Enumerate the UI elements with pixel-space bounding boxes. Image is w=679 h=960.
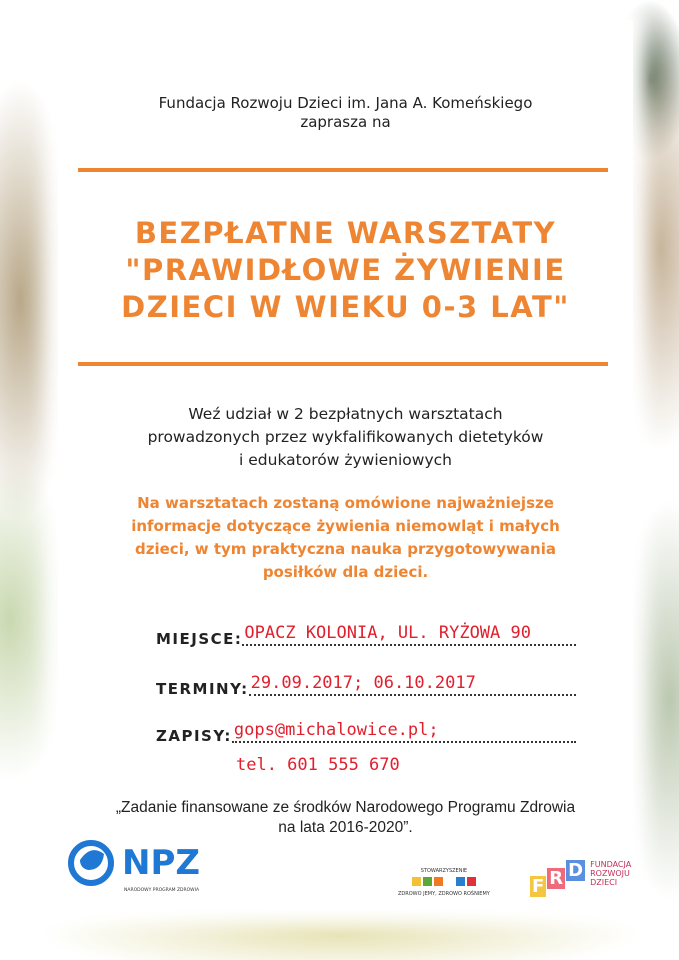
- info-line: dzieci, w tym praktyczna nauka przygotowywania: [135, 540, 556, 558]
- npz-logo: [66, 838, 200, 894]
- divider-bottom: [78, 362, 608, 366]
- place-label: MIEJSCE:: [156, 630, 243, 648]
- divider-top: [78, 168, 608, 172]
- frd-name-line: ROZWOJU: [590, 869, 630, 878]
- signup-label: ZAPISY:: [156, 727, 232, 745]
- dates-row: [156, 672, 576, 699]
- frd-letter: F: [532, 876, 545, 897]
- funding-note: [58, 798, 633, 838]
- npz-subtitle: NARODOWY PROGRAM ZDROWIA: [124, 888, 200, 893]
- signup-email: gops@michalowice.pl;: [232, 719, 576, 743]
- organizer-header: [58, 94, 633, 132]
- frd-name-line: DZIECI: [590, 878, 618, 887]
- frd-letter: D: [568, 860, 584, 881]
- signup-row: [156, 719, 576, 746]
- szz-squares-icon: [398, 874, 490, 891]
- frd-letter: R: [549, 868, 564, 889]
- place-value: OPACZ KOLONIA, UL. RYŻOWA 90: [242, 622, 576, 646]
- intro-line: prowadzonych przez wykfalifikowanych dietetyków: [147, 428, 544, 446]
- info-line: posiłków dla dzieci.: [262, 563, 429, 581]
- dates-value: 29.09.2017; 06.10.2017: [249, 672, 576, 696]
- intro-line: i edukatorów żywieniowych: [239, 451, 452, 469]
- frd-name-line: FUNDACJA: [590, 860, 632, 869]
- szz-top: STOWARZYSZENIE: [420, 868, 468, 874]
- funding-line: na lata 2016-2020”.: [278, 819, 413, 836]
- poster: [58, 20, 633, 910]
- organizer-name: Fundacja Rozwoju Dzieci im. Jana A. Komeńskiego: [158, 94, 533, 112]
- signup-phone: tel. 601 555 670: [236, 755, 400, 775]
- info-line: informacje dotyczące żywienia niemowląt i małych: [131, 517, 560, 535]
- dates-label: TERMINY:: [156, 680, 249, 698]
- funding-line: „Zadanie finansowane ze środków Narodowego Programu Zdrowia: [115, 799, 576, 816]
- frd-name: [590, 860, 631, 887]
- title-line: "PRAWIDŁOWE ŻYWIENIE: [125, 253, 566, 287]
- intro-line: Weź udział w 2 bezpłatnych warsztatach: [188, 405, 503, 423]
- npz-name: NPZ: [122, 843, 201, 883]
- szz-bottom: ZDROWO JEMY, ZDROWO ROŚNIEMY: [398, 891, 490, 897]
- info-text: [58, 492, 633, 584]
- intro-text: [58, 403, 633, 472]
- szz-logo: [398, 868, 490, 897]
- npz-emblem-icon: [66, 838, 116, 888]
- title-line: DZIECI W WIEKU 0-3 LAT": [121, 290, 570, 324]
- poster-title: [58, 215, 633, 326]
- invites-text: zaprasza na: [300, 113, 391, 131]
- frd-logo: [530, 860, 631, 897]
- info-line: Na warsztatach zostaną omówione najważniejsze: [137, 494, 554, 512]
- place-row: [156, 622, 576, 649]
- title-line: BEZPŁATNE WARSZTATY: [134, 216, 557, 250]
